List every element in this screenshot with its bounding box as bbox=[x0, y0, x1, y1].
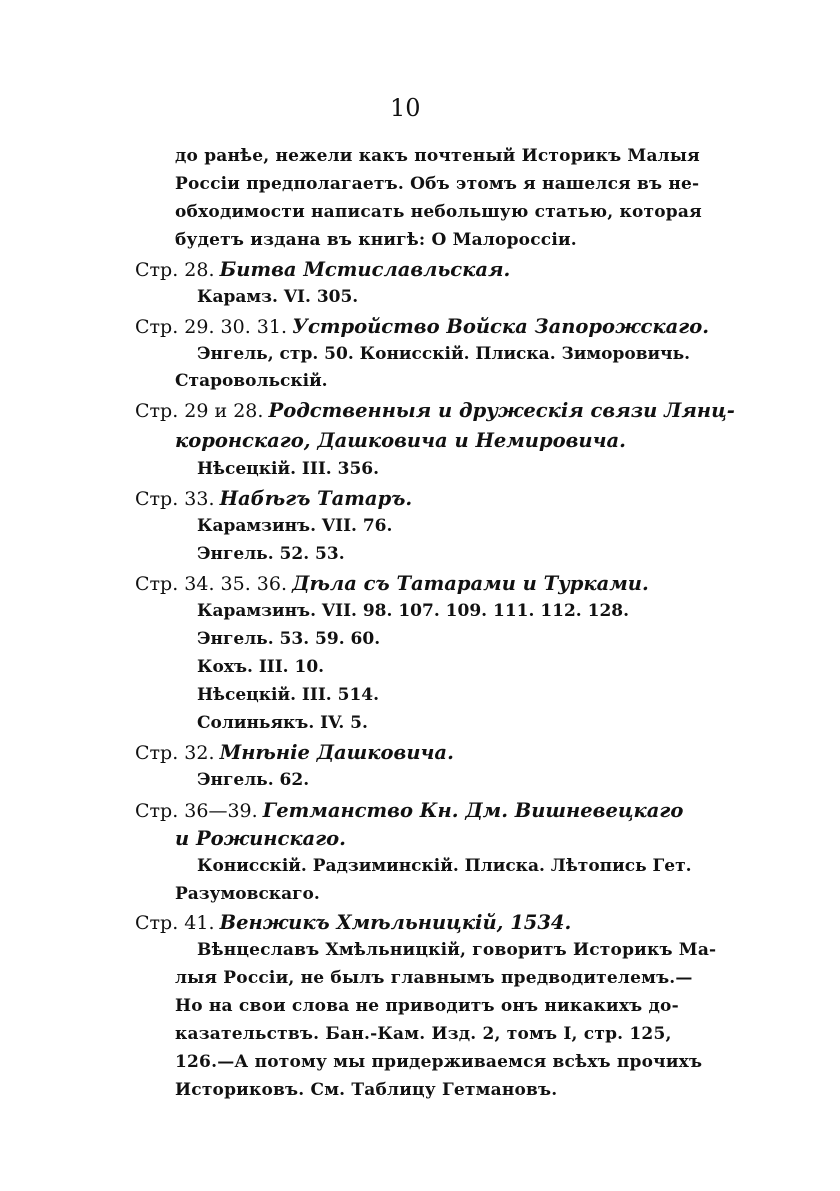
entry-source: Нѣсецкій. III. 356. bbox=[197, 459, 380, 479]
entry-source: Конисскій. Радзиминскій. Плиска. Лѣтопись Гет. bbox=[197, 856, 692, 876]
entry-title-continued: коронскаго, Дашковича и Немировича. bbox=[175, 429, 626, 452]
entry-pages: Стр. 28. bbox=[135, 259, 215, 281]
entry-pages: Стр. 33. bbox=[135, 488, 215, 510]
entry-title: Битва Мстиславльская. bbox=[219, 258, 511, 281]
entry-source: Энгель, стр. 50. Конисскій. Плиска. Зиморовичь. bbox=[197, 344, 691, 364]
entry-pages: Стр. 36—39. bbox=[135, 800, 258, 822]
entry-source: Энгель. 53. 59. 60. bbox=[197, 629, 381, 649]
entry-title: Гетманство Кн. Дм. Вишневецкаго bbox=[262, 799, 684, 822]
note-line: 126.—А потому мы придерживаемся всѣхъ прочихъ bbox=[175, 1052, 703, 1072]
entry-source: Разумовскаго. bbox=[175, 884, 320, 904]
entry-source: Старовольскій. bbox=[175, 371, 328, 391]
intro-line: до ранѣе, нежели какъ почтеный Историкъ Малыя bbox=[175, 146, 700, 166]
entry-pages: Стр. 34. 35. 36. bbox=[135, 573, 288, 595]
entry-pages: Стр. 29. 30. 31. bbox=[135, 316, 288, 338]
entry-title: Родственныя и дружескія связи Лянц- bbox=[268, 399, 735, 422]
entry bbox=[135, 743, 454, 763]
entry bbox=[135, 260, 510, 280]
entry-title: Дѣла съ Татарами и Турками. bbox=[292, 572, 649, 595]
entry-source: Нѣсецкій. III. 514. bbox=[197, 685, 380, 705]
note-line: Историковъ. См. Таблицу Гетмановъ. bbox=[175, 1080, 558, 1100]
entry-source: Энгель. 52. 53. bbox=[197, 544, 345, 564]
entry-source: Солиньякъ. IV. 5. bbox=[197, 713, 368, 733]
note-line: Вѣнцеславъ Хмѣльницкій, говоритъ Историкъ Ма- bbox=[197, 940, 717, 960]
entry-pages: Стр. 32. bbox=[135, 742, 215, 764]
entry-pages: Стр. 41. bbox=[135, 912, 215, 934]
entry bbox=[135, 489, 412, 509]
entry-pages: Стр. 29 и 28. bbox=[135, 400, 264, 422]
entry bbox=[135, 317, 709, 337]
entry-title: Венжикъ Хмѣльницкій, 1534. bbox=[219, 911, 572, 934]
entry-title: Устройство Войска Запорожскаго. bbox=[292, 315, 709, 338]
page-number: 10 bbox=[390, 94, 421, 122]
entry-title-continued: и Рожинскаго. bbox=[175, 827, 346, 850]
intro-line: Россіи предполагаетъ. Объ этомъ я нашелся въ не- bbox=[175, 174, 700, 194]
entry-title: Набѣгъ Татаръ. bbox=[219, 487, 413, 510]
entry bbox=[135, 801, 683, 821]
entry-source: Карамзинъ. VII. 98. 107. 109. 111. 112. 128. bbox=[197, 601, 630, 621]
entry-source: Карамзинъ. VII. 76. bbox=[197, 516, 393, 536]
intro-line: обходимости написать небольшую статью, которая bbox=[175, 202, 702, 222]
entry bbox=[135, 913, 571, 933]
entry-source: Кохъ. III. 10. bbox=[197, 657, 325, 677]
entry bbox=[135, 574, 649, 594]
note-line: Но на свои слова не приводитъ онъ никакихъ до- bbox=[175, 996, 679, 1016]
entry bbox=[135, 401, 735, 421]
entry-source: Карамз. VI. 305. bbox=[197, 287, 359, 307]
note-line: казательствъ. Бан.-Кам. Изд. 2, томъ I, стр. 125, bbox=[175, 1024, 672, 1044]
entry-source: Энгель. 62. bbox=[197, 770, 310, 790]
intro-line: будетъ издана въ книгѣ: О Малороссіи. bbox=[175, 230, 577, 250]
note-line: лыя Россіи, не былъ главнымъ предводителемъ.— bbox=[175, 968, 693, 988]
entry-title: Мнѣніе Дашковича. bbox=[219, 741, 454, 764]
